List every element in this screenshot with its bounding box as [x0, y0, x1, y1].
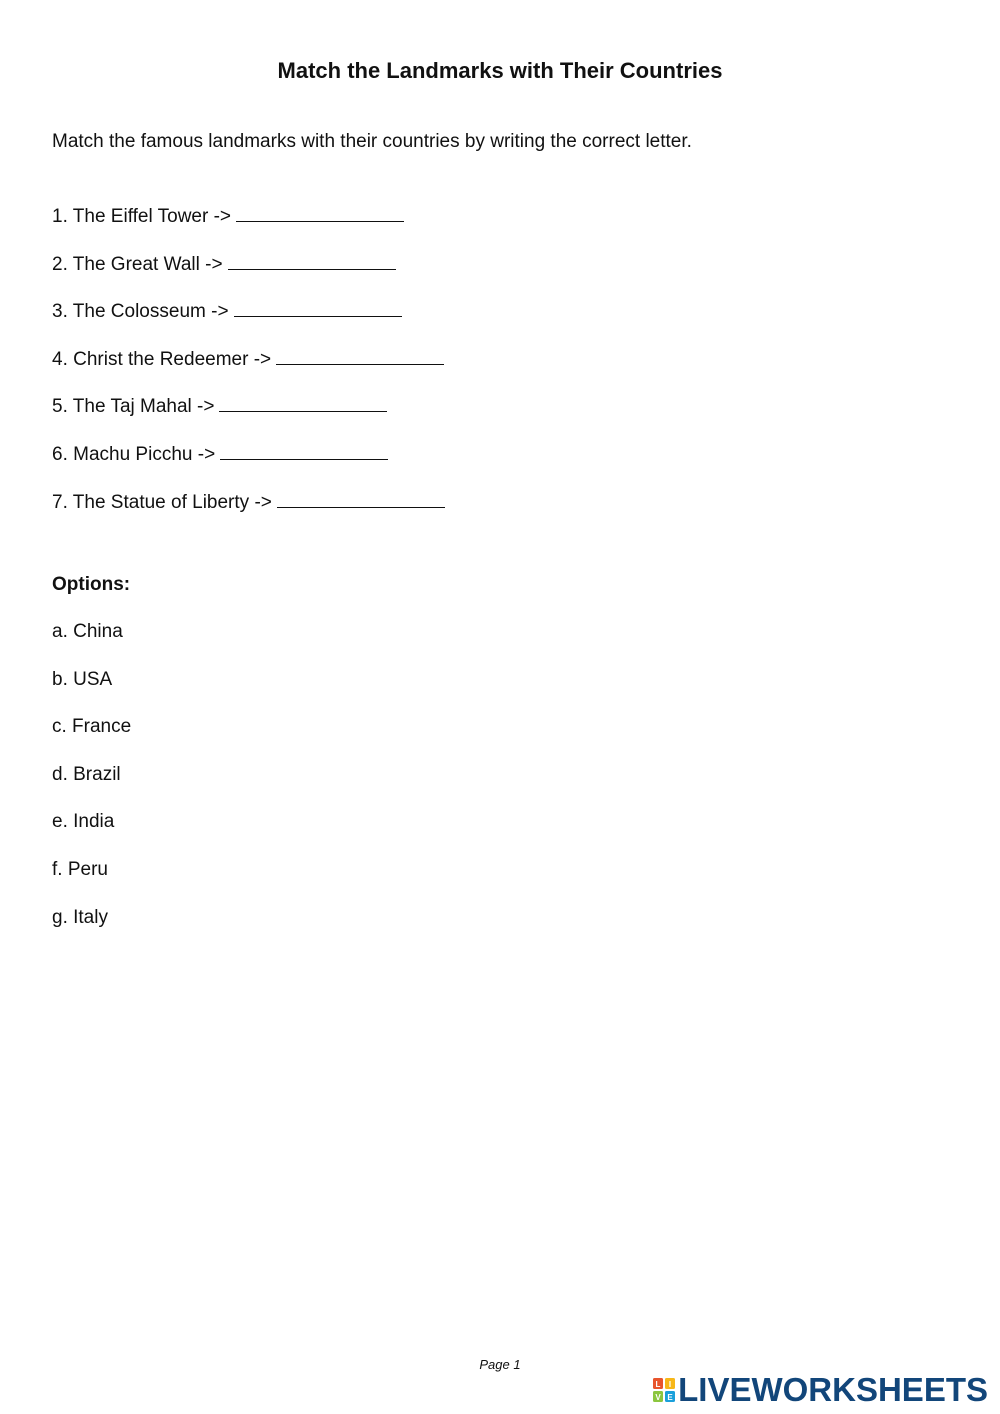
answer-blank[interactable]: [236, 201, 404, 222]
answer-blank[interactable]: [228, 249, 396, 270]
page-title: Match the Landmarks with Their Countries: [277, 58, 723, 83]
question-list: [52, 201, 445, 534]
question-label: 7. The Statue of Liberty ->: [52, 491, 272, 513]
options-heading: Options:: [52, 574, 131, 595]
option-item: g. Italy: [52, 906, 108, 928]
answer-blank[interactable]: [276, 344, 444, 365]
question-item: [52, 201, 445, 249]
option-item: a. China: [52, 621, 123, 642]
question-item: [52, 296, 445, 344]
question-label: 4. Christ the Redeemer ->: [52, 348, 272, 370]
question-label: 3. The Colosseum ->: [52, 301, 229, 323]
question-label: 2. The Great Wall ->: [52, 253, 223, 275]
option-item: c. France: [52, 716, 132, 738]
option-item: f. Peru: [52, 858, 108, 880]
svg-text:L: L: [655, 1380, 661, 1389]
option-item: e. India: [52, 811, 115, 833]
question-item: [52, 439, 445, 487]
question-label: 1. The Eiffel Tower ->: [52, 206, 232, 227]
answer-blank[interactable]: [277, 487, 445, 508]
question-label: 6. Machu Picchu ->: [52, 443, 216, 465]
instructions-text: Match the famous landmarks with their countries by writing the correct letter.: [52, 131, 692, 152]
option-item: b. USA: [52, 668, 113, 690]
answer-blank[interactable]: [220, 439, 388, 460]
brand-watermark[interactable]: [653, 1372, 988, 1408]
question-item: [52, 344, 445, 392]
svg-text:V: V: [655, 1393, 661, 1402]
svg-text:E: E: [667, 1393, 673, 1402]
question-item: [52, 391, 445, 439]
option-item: d. Brazil: [52, 763, 121, 785]
liveworksheets-logo-icon: [653, 1378, 675, 1402]
page-number: Page 1: [479, 1357, 521, 1372]
answer-blank[interactable]: [234, 296, 402, 317]
question-label: 5. The Taj Mahal ->: [52, 396, 215, 418]
answer-blank[interactable]: [219, 391, 387, 412]
question-item: [52, 249, 445, 297]
brand-name: LIVEWORKSHEETS: [678, 1371, 988, 1408]
options-list: [52, 620, 131, 953]
question-item: [52, 487, 445, 535]
svg-text:I: I: [669, 1380, 672, 1389]
